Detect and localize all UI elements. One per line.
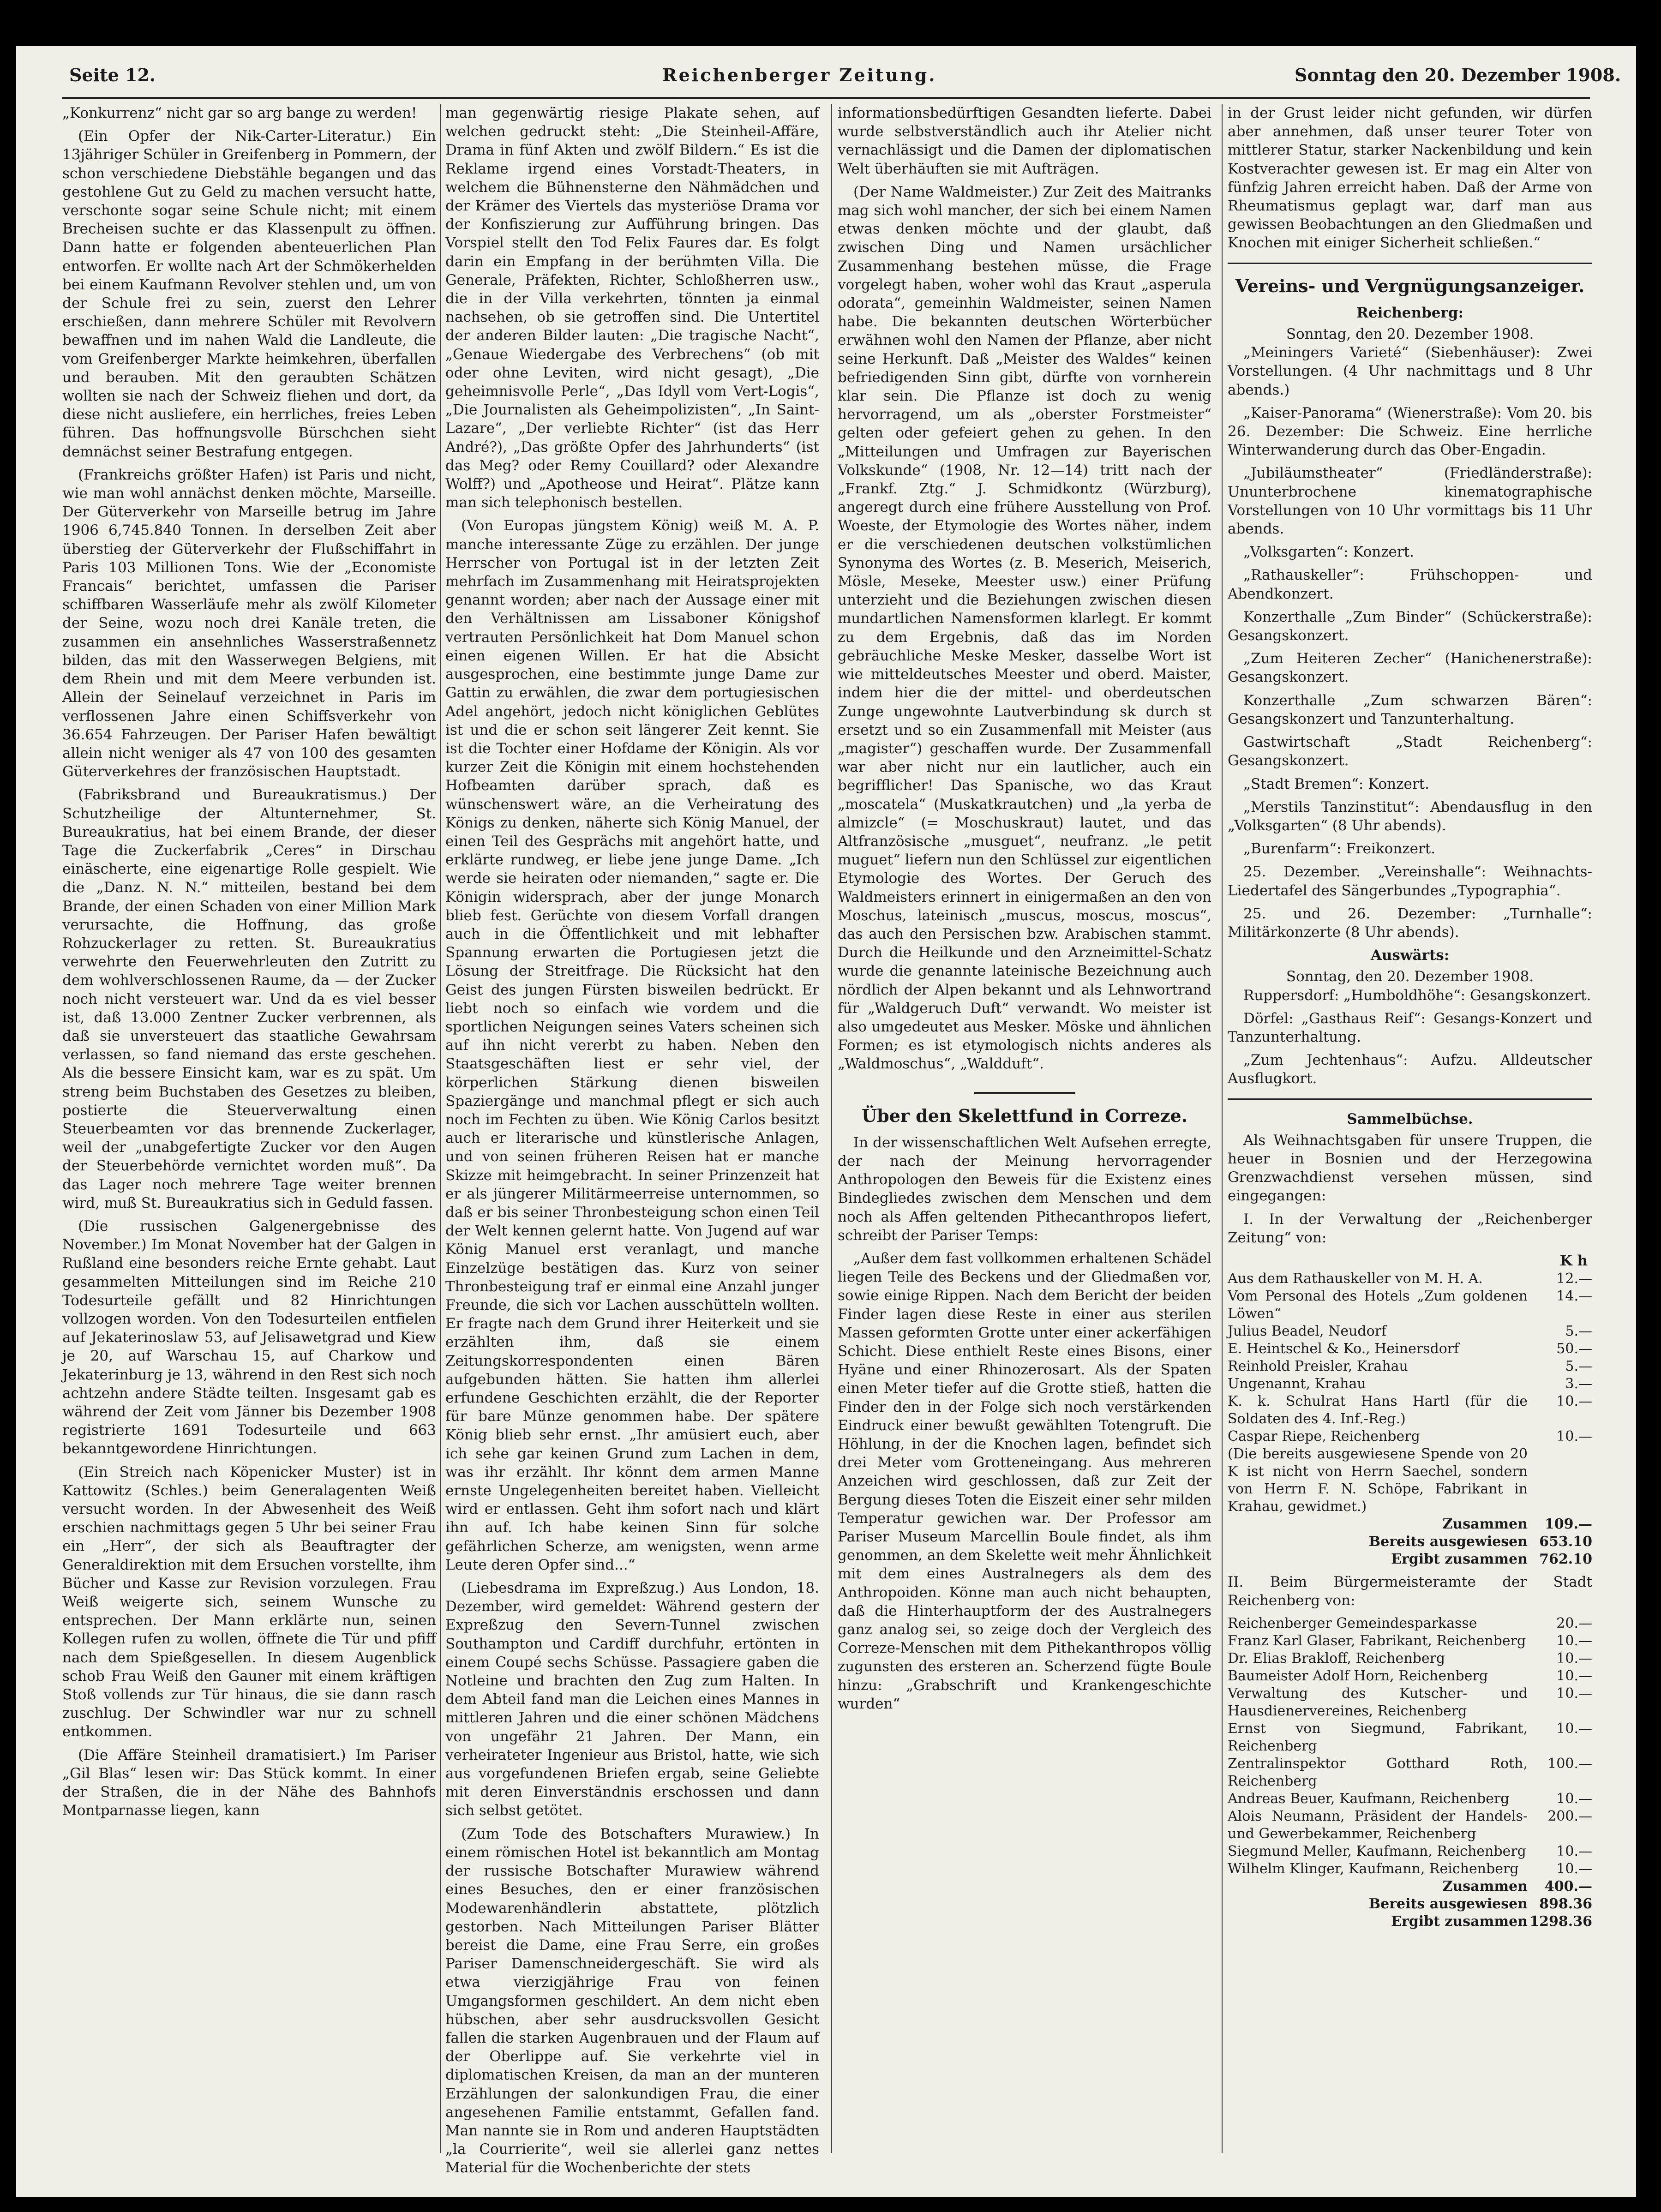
- donation-amount: 200.—: [1547, 1808, 1592, 1824]
- section-divider: [1228, 263, 1592, 264]
- page-header: [16, 46, 1636, 97]
- donation-amount: 3.—: [1565, 1376, 1592, 1392]
- donation-row: [1228, 1755, 1592, 1790]
- masthead: Reichenberger Zeitung.: [662, 65, 937, 85]
- donation-row: [1228, 1445, 1592, 1516]
- donation-row: [1228, 1685, 1592, 1720]
- listing-item: „Jubiläumstheater“ (Friedländerstraße): Ununterbrochene kinematographische Vorstellungen von 10 Uhr vormittags bis 11 Uhr abends.: [1228, 465, 1592, 538]
- donor-name: Zusammen: [1442, 1878, 1528, 1894]
- article-paragraph: Als Weihnachtsgaben für unsere Truppen, die heuer in Bosnien und der Herzegowina Grenzwachdienst versehen müssen, sind eingegangen:: [1228, 1132, 1592, 1205]
- currency-header: K h: [1559, 1252, 1588, 1269]
- donation-amount: 10.—: [1556, 1860, 1592, 1877]
- donor-name: Bereits ausgewiesen: [1368, 1534, 1528, 1550]
- donation-row: [1228, 1667, 1592, 1685]
- donation-amount: 10.—: [1556, 1790, 1592, 1807]
- listing-item: 25. Dezember. „Vereinshalle“: Weihnachts-Liedertafel des Sängerbundes „Typographia“.: [1228, 863, 1592, 899]
- article-paragraph: (Zum Tode des Botschafters Murawiew.) In einem römischen Hotel ist bekanntlich am Montag der russische Botschafter Murawiew während eines Besuches, den er einer französischen Modewarenhändlerin abstattete, plötzlich gestorben. Nach Mitteilungen Pariser Blätter bereist die Dame, eine Frau Serre, ein großes Pariser Damenschneidergeschäft. Sie wird als etwa vierzigjährige Frau von feinen Umgangsformen geschildert. An dem nicht eben hübschen, aber sehr ausdrucksvollen Gesicht fallen die starken Augenbrauen und der Flaum auf der Oberlippe auf. Sie verkehrte viel in diplomatischen Kreisen, da man an der munteren Erzählungen der salonkundigen Frau, die einer angesehenen Familie entstammt, Gefallen fand. Man nannte sie in Rom und anderen Hauptstädten „la Courrierite“, weil sie allerlei ganz nettes Material für die Wochenberichte der stets: [445, 1825, 819, 2176]
- article-paragraph: (Fabriksbrand und Bureaukratismus.) Der Schutzheilige der Altunternehmer, St. Bureaukratius, hat bei einem Brande, der dieser Tage die Zuckerfabrik „Ceres“ in Dirschau einäscherte, eine eigenartige Rolle gespielt. Wie die „Danz. N. N.“ mitteilen, bestand bei dem Brande, der einen Schaden von einer Million Mark verursachte, die Hoffnung, das große Rohzuckerlager zu retten. St. Bureaukratius verwehrte den Feuerwehrleuten den Zutritt zu dem wohlverschlossenen Raume, da — der Zucker noch nicht versteuert war. Und da es viel besser ist, daß 13.000 Zentner Zucker verbrennen, als daß sie unversteuert das staatliche Gewahrsam verlassen, so fand niemand das erste geschehen. Als die bessere Einsicht kam, war es zu spät. Um streng beim Buchstaben des Gesetzes zu bleiben, postierte die Steuerverwaltung einen Steuerbeamten vor das brennende Zuckerlager, weil der „unabgefertigte Zucker vor den Augen der Steuerbehörde vernichtet worden muß“. Da das Lager noch mehrere Tage weiter brennen wird, muß St. Bureaukratius sich in Geduld fassen.: [62, 786, 436, 1211]
- donation-amount: [1528, 1445, 1592, 1516]
- article-title: Über den Skelettfund in Correze.: [862, 1105, 1187, 1126]
- listing-item: „Stadt Bremen“: Konzert.: [1243, 775, 1429, 792]
- listing-item: „Burenfarm“: Freikonzert.: [1243, 840, 1436, 857]
- donation-amount: 100.—: [1547, 1755, 1592, 1772]
- listing-item: Dörfel: „Gasthaus Reif“: Gesangs-Konzert und Tanzunterhaltung.: [1228, 1010, 1592, 1045]
- listing-item: Konzerthalle „Zum Binder“ (Schückerstraße): Gesangskonzert.: [1228, 608, 1592, 644]
- donation-row: [1228, 1615, 1592, 1632]
- article-paragraph: (Die russischen Galgenergebnisse des November.) Im Monat November hat der Galgen in Rußland eine besonders reiche Ernte gehabt. Laut gesammelten Mitteilungen sind im Reiche 210 Todesurteile gefällt und 82 Hinrichtungen vollzogen worden. Von den Todesurteilen entfielen auf Jekaterinoslaw 53, auf Jelisawetgrad und Kiew je 20, auf Warschau 15, auf Charkow und Jekaterinburg je 13, während in den Rest sich noch achtzehn andere Städte teilten. Insgesamt gab es während der Zeit vom Jänner bis Dezember 1908 registrierte 1691 Todesurteile und 663 bekanntgewordene Hinrichtungen.: [62, 1217, 436, 1457]
- donation-amount: 12.—: [1556, 1271, 1592, 1287]
- article-paragraph: (Die Affäre Steinheil dramatisiert.) Im Pariser „Gil Blas“ lesen wir: Das Stück kommt. In einer der Straßen, die in der Nähe des Bahnhofs Montparnasse liegen, kann: [62, 1746, 436, 1819]
- page-number: Seite 12.: [69, 65, 156, 85]
- article-paragraph: „Außer dem fast vollkommen erhaltenen Schädel liegen Teile des Beckens und der Gliedmaßen vor, sowie einige Rippen. Nach dem Bericht der beiden Finder lagen diese Reste in einer aus sterilen Massen geformten Grotte unter einer ackerfähigen Schicht. Diese enthielt Reste eines Bisons, einer Hyäne und einer Rhinozerosart. Als der Spaten einen Meter tiefer auf die Grotte stieß, hatten die Finder den in der Folge sich noch verstärkenden Eindruck einer bewußt gewählten Totengruft. Die Höhlung, in der die Knochen lagen, befindet sich drei Meter vom Grotteneingang. Aus mehreren Anzeichen wird geschlossen, daß zur Zeit der Bergung dieses Toten die Eiszeit einer sehr milden Temperatur gewichen war. Der Professor am Pariser Museum Marcellin Boule findet, als ihm genommen, an dem Skelette weit mehr Ähnlichkeit mit dem eines Australnegers als dem des Anthropoiden. Könne man auch nicht behaupten, daß die Hinterhauptform der des Australnegers ganz analog sei, so zeige doch der Vergleich des Correze-Menschen mit dem Pithekanthropos völlig zugunsten des ersteren an. Scherzend fügte Boule hinzu: „Grabschrift und Krankengeschichte wurden“: [838, 1250, 1211, 1712]
- donation-amount: 898.36: [1539, 1895, 1592, 1912]
- section-date: Sonntag, den 20. Dezember 1908.: [1286, 968, 1534, 985]
- donor-name: Ergibt zusammen: [1391, 1913, 1528, 1930]
- donation-amount: 14.—: [1556, 1288, 1592, 1305]
- donor-name: Siegmund Meller, Kaufmann, Reichenberg: [1228, 1843, 1526, 1859]
- donor-name: Caspar Riepe, Reichenberg: [1228, 1428, 1420, 1445]
- donor-name: Reichenberger Gemeindesparkasse: [1228, 1615, 1477, 1631]
- donation-amount: 762.10: [1539, 1551, 1592, 1568]
- article-paragraph: in der Grust leider nicht gefunden, wir dürfen aber annehmen, daß unser teurer Toter von mittlerer Statur, starker Nackenbildung und kein Kostverachter gewesen ist. Er mag ein Alter von fünfzig Jahren erreicht haben. Daß der Arme von Rheumatismus geplagt war, darf man aus gewissen Beobachtungen an den Gliedmaßen und Knochen mit einiger Sicherheit schließen.“: [1228, 105, 1592, 252]
- column-divider: [440, 104, 441, 2153]
- donor-name: Andreas Beuer, Kaufmann, Reichenberg: [1228, 1790, 1510, 1807]
- column-1: [62, 104, 436, 2162]
- donation-table-1: [1228, 1270, 1592, 1568]
- column-2: [445, 104, 819, 2176]
- listing-item: Ruppersdorf: „Humboldhöhe“: Gesangskonzert.: [1243, 987, 1591, 1004]
- donation-row: [1228, 1428, 1592, 1445]
- donor-name: K. k. Schulrat Hans Hartl (für die Soldaten des 4. Inf.-Reg.): [1228, 1393, 1528, 1427]
- donation-row: [1228, 1808, 1592, 1843]
- section-title: Sammelbüchse.: [1347, 1110, 1473, 1127]
- list-heading: II. Beim Bürgermeisteramte der Stadt Reichenberg von:: [1228, 1574, 1592, 1609]
- donor-name: (Die bereits ausgewiesene Spende von 20 K ist nicht von Herrn Saechel, sondern von Herrn F. N. Schöpe, Fabrikant in Krahau, gewidmet.): [1228, 1446, 1528, 1515]
- donation-row: [1228, 1650, 1592, 1667]
- donor-name: Ungenannt, Krahau: [1228, 1376, 1366, 1392]
- article-paragraph: (Liebesdrama im Expreßzug.) Aus London, 18. Dezember, wird gemeldet: Während gestern der Expreßzug den Severn-Tunnel zwischen Southampton und Cardiff durchfuhr, ertönten in einem Coupé sechs Schüsse. Passagiere gaben die Notleine und brachten den Zug zum Halten. In dem Abteil fand man die Leichen eines Mannes in mittleren Jahren und die einer schönen Mädchens von ungefähr 21 Jahren. Der Mann, ein verheirateter Ingenieur aus Bristol, hatte, wie sich aus vorgefundenen Briefen ergab, seine Geliebte mit deren Einverständnis erschossen und dann sich selbst getötet.: [445, 1580, 819, 1819]
- article-paragraph: In der wissenschaftlichen Welt Aufsehen erregte, der nach der Meinung hervorragender Anthropologen den Beweis für die Existenz eines Bindegliedes zwischen dem Menschen und dem noch als Affen geltenden Pithecanthropos liefert, schreibt der Pariser Temps:: [838, 1134, 1211, 1244]
- donation-amount: 10.—: [1556, 1650, 1592, 1666]
- donor-name: E. Heintschel & Ko., Heinersdorf: [1228, 1341, 1459, 1357]
- donor-name: Franz Karl Glaser, Fabrikant, Reichenberg: [1228, 1632, 1526, 1649]
- listing-item: „Volksgarten“: Konzert.: [1243, 544, 1415, 561]
- donation-amount: 109.—: [1544, 1516, 1592, 1533]
- donation-row: [1228, 1323, 1592, 1340]
- donor-name: Reinhold Preisler, Krahau: [1228, 1358, 1408, 1375]
- donor-name: Aus dem Rathauskeller von M. H. A.: [1228, 1271, 1483, 1287]
- donation-row: [1228, 1288, 1592, 1323]
- donation-amount: 10.—: [1556, 1632, 1592, 1649]
- donor-name: Julius Beadel, Neudorf: [1228, 1323, 1387, 1340]
- section-subtitle: Reichenberg:: [1356, 304, 1463, 321]
- header-rule: [62, 97, 1590, 99]
- column-divider: [1222, 104, 1223, 2153]
- sum-row: [1228, 1878, 1592, 1895]
- donation-row: [1228, 1843, 1592, 1860]
- listing-item: 25. und 26. Dezember: „Turnhalle“: Militärkonzerte (8 Uhr abends).: [1228, 905, 1592, 941]
- section-date: Sonntag, den 20. Dezember 1908.: [1286, 326, 1534, 343]
- section-divider: [1228, 1098, 1592, 1100]
- list-heading: I. In der Verwaltung der „Reichenberger Zeitung“ von:: [1228, 1211, 1592, 1246]
- donor-name: Zusammen: [1442, 1516, 1528, 1533]
- article-paragraph: (Der Name Waldmeister.) Zur Zeit des Maitranks mag sich wohl mancher, der sich bei einem Namen etwas denken möchte und der glaubt, daß zwischen Ding und Namen ursächlicher Zusammenhang bestehen müsse, die Frage vorgelegt haben, woher wohl das Kraut „asperula odorata“, gemeinhin Waldmeister, seinen Namen habe. Die bekannten deutschen Wörterbücher erwähnen wohl den Namen der Pflanze, aber nicht seine Herkunft. Daß „Meister des Waldes“ keinen befriedigenden Sinn gibt, dürfte von vornherein klar sein. Die Pflanze ist doch zu wenig hervorragend, um als „oberster Forstmeister“ gelten oder gefeiert gehen zu gehen. In den „Mitteilungen und Umfragen zur Bayerischen Volkskunde“ (1908, Nr. 12—14) tritt nach der „Frankf. Ztg.“ J. Schmidkontz (Würzburg), angeregt durch eine frühere Ausstellung von Prof. Woeste, der Etymologie des Wortes näher, indem er die verschiedenen deutschen volkstümlichen Synonyma des Wortes (z. B. Meserich, Meiserich, Mösle, Meseke, Meester usw.) einer Prüfung unterzieht und die Beziehungen zwischen diesen mundartlichen Namensformen klarlegt. Er kommt zu dem Ergebnis, daß das im Norden gebräuchliche Meske Mesker, dasselbe Wort ist wie mitteldeutsches Meester und oberd. Maister, indem hier die der mittel- und oberdeutschen Zunge ungewohnte Lautverbindung sk durch st ersetzt und so ein Zusammenfall mit Meister (aus „magister“) geschaffen wurde. Der Zusammenfall war aber nicht nur ein lautlicher, auch ein begrifflicher! Das Spanische, wo das Kraut „moscatela“ (Muskatkrautchen) und „la yerba de almizcle“ (= Moschuskraut) lautet, und das Altfranzösische „musguet“, neufranz. „le petit muguet“ liefern nun den Schlüssel zur eigentlichen Etymologie des Wortes. Der Geruch des Waldmeisters erinnert in einigermaßen an den von Moschus, lateinisch „muscus, moscus, moscus“, das auch den Persischen bzw. Arabischen stammt. Durch die Heilkunde und den Arzneimittel-Schatz wurde die genannte lateinische Bezeichnung auch nördlich der Alpen bekannt und als Lehnwortrand für „Waldgeruch Duft“ verwandt. Wo meister ist also umgedeutet aus Mesker. Möske und ähnlichen Formen; es ist etymologisch nichts anderes als „Waldmoschus“, „Waldduft“.: [838, 183, 1211, 1073]
- newspaper-page: [16, 46, 1636, 2197]
- donation-row: [1228, 1340, 1592, 1358]
- donation-row: [1228, 1632, 1592, 1650]
- donor-name: Baumeister Adolf Horn, Reichenberg: [1228, 1667, 1488, 1684]
- donor-name: Wilhelm Klinger, Kaufmann, Reichenberg: [1228, 1860, 1519, 1877]
- sum-row: [1228, 1516, 1592, 1533]
- sum-row: [1228, 1895, 1592, 1913]
- donation-amount: 653.10: [1539, 1534, 1592, 1550]
- donation-amount: 10.—: [1556, 1428, 1592, 1445]
- listing-item: „Merstils Tanzinstitut“: Abendausflug in den „Volksgarten“ (8 Uhr abends).: [1228, 798, 1592, 834]
- donation-row: [1228, 1720, 1592, 1755]
- listing-item: Konzerthalle „Zum schwarzen Bären“: Gesangskonzert und Tanzunterhaltung.: [1228, 692, 1592, 727]
- donation-row: [1228, 1358, 1592, 1375]
- donation-row: [1228, 1860, 1592, 1878]
- donation-amount: 1298.36: [1529, 1913, 1592, 1930]
- donation-amount: 5.—: [1565, 1358, 1592, 1375]
- listing-item: „Zum Jechtenhaus“: Aufzu. Alldeutscher Ausflugkort.: [1228, 1052, 1592, 1087]
- donation-amount: 400.—: [1544, 1878, 1592, 1894]
- article-paragraph: informationsbedürftigen Gesandten lieferte. Dabei wurde selbstverständlich auch ihr Atelier nicht vernachlässigt und die Damen der diplomatischen Welt überhäuften sie mit Aufträgen.: [838, 105, 1211, 177]
- column-divider: [831, 104, 832, 2153]
- article-paragraph: (Ein Opfer der Nik-Carter-Literatur.) Ein 13jähriger Schüler in Greifenberg in Pommern, der schon verschiedene Diebstähle begangen und das gestohlene Gut zu Geld zu machen versucht hatte, verschonte sogar seine Schule nicht; mit einem Brecheisen suchte er das Klassenpult zu öffnen. Dann hatte er folgenden abenteuerlichen Plan entworfen. Er wollte nach Art der Schmökerhelden bei einem Kaufmann Revolver stehlen und, um von der Schule frei zu sein, zuerst den Lehrer erschießen, dann mehrere Schüler mit Revolvern bewaffnen und im nahen Wald die Landleute, die vom Greifenberger Markte heimkehren, überfallen und berauben. Mit den geraubten Schätzen wollten sie nach der Schweiz fliehen und dort, da diese nicht ausliefere, ein herrliches, freies Leben führen. Das hoffnungsvolle Bürschchen sieht demnächst seiner Bestrafung entgegen.: [62, 128, 436, 460]
- donation-amount: 10.—: [1556, 1720, 1592, 1737]
- article-paragraph: (Von Europas jüngstem König) weiß M. A. P. manche interessante Züge zu erzählen. Der junge Herrscher von Portugal ist in der letzten Zeit mehrfach im Zusammenhang mit Heiratsprojekten genannt worden; aber nach der Aussage einer mit den Verhältnissen am Lissaboner Königshof vertrauten Persönlichkeit hat Dom Manuel schon einen eigenen Willen. Er hat die Absicht ausgesprochen, eine bestimmte junge Dame zur Gattin zu erwählen, die zwar dem portugiesischen Adel angehört, jedoch nicht königlichen Geblütes ist und die er schon seit längerer Zeit kennt. Sie ist die Tochter einer Hofdame der Königin. Als vor kurzer Zeit die Königin mit einem hochstehenden Hofbeamten darüber sprach, daß es wünschenswert wäre, an die Verheiratung des Königs zu denken, näherte sich König Manuel, der einen Teil des Gesprächs mit angehört hatte, und erklärte rundweg, er liebe jene junge Dame. „Ich werde sie heiraten oder niemanden,“ sagte er. Die Königin widersprach, aber der junge Monarch blieb fest. Gerüchte von diesem Vorfall drangen auch in die Öffentlichkeit und mit lebhafter Spannung erwarten die Portugiesen jetzt die Lösung der Streitfrage. Die Rücksicht hat den Geist des jungen Fürsten bisweilen bedrückt. Er liebt noch so einfach wie vordem und die sportlichen Neigungen seines Vaters scheinen sich auf ihn nicht vererbt zu haben. Neben den Staatsgeschäften liest er sehr viel, der körperlichen Stärkung dienen bisweilen Spaziergänge und manchmal pflegt er sich auch noch im Fechten zu üben. Wie König Carlos besitzt auch er literarische und künstlerische Anlagen, und von seinen früheren Reisen hat er manche Skizze mit heimgebracht. In seiner Prinzenzeit hat er als jüngerer Militärmeerreise unternommen, so daß er bis seiner Thronbesteigung schon einen Teil der Welt kennen gelernt hatte. Von Jugend auf war König Manuel erst veranlagt, und manche Einzelzüge bestätigen das. Kurz von seiner Thronbesteigung traf er einmal eine Anzahl junger Freunde, die sich vor Lachen ausschütteln wollten. Er fragte nach dem Grund ihrer Heiterkeit und sie erzählten ihm, daß sie einem Zeitungskorrespondenten einen Bären aufgebunden hätten. Sie hatten ihm allerlei erfundene Geschichten erzählt, die der Reporter für bare Münze genommen habe. Der spätere König blieb sehr ernst. „Ihr amüsiert euch, aber ich sehe gar keinen Grund zum Lachen in dem, was ihr erzählt. Ihr könnt dem armen Manne ernste Ungelegenheiten bereitet haben. Vielleicht wird er entlassen. Geht ihm sofort nach und klärt ihn auf. Ich habe keinen Sinn für solche gefährlichen Scherze, am wenigsten, wenn arme Leute deren Opfer sind...“: [445, 517, 819, 1573]
- article-paragraph: (Frankreichs größter Hafen) ist Paris und nicht, wie man wohl annächst denken möchte, Marseille. Der Güterverkehr von Marseille betrug im Jahre 1906 6,745.840 Tonnen. In derselben Zeit aber überstieg der Güterverkehr der Flußschiffahrt in Paris 103 Millionen Tons. Wie der „Economiste Francais“ berichtet, umfassen die Pariser schiffbaren Wasserläufe mehr als zwölf Kilometer der Seine, wozu noch drei Kanäle treten, die zusammen ein ansehnliches Wasserstraßennetz bilden, das mit den Wasserwegen Belgiens, mit dem Rhein und mit dem Meere verbunden ist. Allein der Seinelauf verzeichnet in Paris im verflossenen Jahre einen Schiffsverkehr von 36.654 Fahrzeugen. Der Pariser Hafen bewältigt allein nicht weniger als 47 von 100 des gesamten Güterverkehres der französischen Hauptstadt.: [62, 466, 436, 780]
- section-subtitle: Auswärts:: [1370, 947, 1450, 964]
- donation-amount: 10.—: [1556, 1685, 1592, 1702]
- donation-amount: 10.—: [1556, 1393, 1592, 1410]
- donation-amount: 10.—: [1556, 1843, 1592, 1859]
- section-divider: [974, 1092, 1075, 1094]
- donor-name: Bereits ausgewiesen: [1368, 1895, 1528, 1912]
- donation-row: [1228, 1270, 1592, 1288]
- donation-amount: 50.—: [1556, 1341, 1592, 1357]
- column-4: [1228, 104, 1592, 2162]
- article-paragraph: „Konkurrenz“ nicht gar so arg bange zu werden!: [62, 105, 417, 121]
- donation-row: [1228, 1790, 1592, 1808]
- article-paragraph: (Ein Streich nach Köpenicker Muster) ist in Kattowitz (Schles.) beim Generalagenten Weiß versucht worden. In der Abwesenheit des Weiß erschien nachmittags gegen 5 Uhr bei seiner Frau ein „Herr“, der sich als Beauftragter der Generaldirektion mit dem Ersuchen vorstellte, ihm Bücher und Kasse zur Revision vorzulegen. Frau Weiß weigerte sich, seinem Wunsche zu entsprechen. Der Mann erklärte nun, seinen Kollegen rufen zu wollen, öffnete die Tür und pfiff nach dem Spießgesellen. In diesem Augenblick schob Frau Weiß den Gauner mit einem kräftigen Stoß vollends zur Tür hinaus, die sie dann rasch zuschlug. Der Schwindler war nur zu schnell entkommen.: [62, 1463, 436, 1740]
- listing-item: Gastwirtschaft „Stadt Reichenberg“: Gesangskonzert.: [1228, 734, 1592, 769]
- donor-name: Ergibt zusammen: [1391, 1551, 1528, 1568]
- section-title: Vereins- und Vergnügungsanzeiger.: [1235, 275, 1585, 296]
- donor-name: Ernst von Siegmund, Fabrikant, Reichenberg: [1228, 1720, 1528, 1754]
- donation-row: [1228, 1375, 1592, 1393]
- sum-row: [1228, 1913, 1592, 1930]
- donor-name: Verwaltung des Kutscher- und Hausdienervereines, Reichenberg: [1228, 1685, 1528, 1719]
- listing-item: „Zum Heiteren Zecher“ (Hanichenerstraße): Gesangskonzert.: [1228, 650, 1592, 686]
- sum-row: [1228, 1551, 1592, 1568]
- issue-date: Sonntag den 20. Dezember 1908.: [1295, 65, 1621, 85]
- sum-row: [1228, 1533, 1592, 1551]
- donor-name: Vom Personal des Hotels „Zum goldenen Löwen“: [1228, 1288, 1528, 1322]
- donor-name: Dr. Elias Brakloff, Reichenberg: [1228, 1650, 1445, 1666]
- donation-amount: 10.—: [1556, 1667, 1592, 1684]
- article-paragraph: man gegenwärtig riesige Plakate sehen, auf welchen gedruckt steht: „Die Steinheil-Affäre, Drama in fünf Akten und zwölf Bildern.“ Es ist die Reklame irgend eines Vorstadt-Theaters, in welchem die Bühnensterne den Nähmädchen und der Krämer des Viertels das mysteriöse Drama vor der Konfiszierung zur Aufführung bringen. Das Vorspiel stellt den Tod Felix Faures dar. Es folgt darin ein Empfang in der berühmten Villa. Die Generale, Präfekten, Richter, Schloßherren usw., die in der Villa verkehrten, tönnten ja einmal nachsehen, ob sie getroffen sind. Die Untertitel der anderen Bilder lauten: „Die tragische Nacht“, „Genaue Wiedergabe des Verbrechens“ (ob mit oder ohne Leviten, wird nicht gesagt), „Die geheimnisvolle Perle“, „Das Idyll vom Vert-Logis“, „Die Journalisten als Geheimpolizisten“, „In Saint-Lazare“, „Der verliebte Richter“ (ist das Herr André?), „Das größte Opfer des Jahrhunderts“ (ist das Meg? oder Remy Couillard? oder Alexandre Wolff?) und „Apotheose und Heirat“. Plätze kann man sich telephonisch bestellen.: [445, 105, 819, 511]
- listing-item: „Rathauskeller“: Frühschoppen- und Abendkonzert.: [1228, 567, 1592, 602]
- donation-row: [1228, 1393, 1592, 1428]
- donation-amount: 20.—: [1556, 1615, 1592, 1631]
- listing-item: „Kaiser-Panorama“ (Wienerstraße): Vom 20. bis 26. Dezember: Die Schweiz. Eine herrliche Winterwanderung durch das Ober-Engadin.: [1228, 404, 1592, 459]
- column-3: [838, 104, 1211, 2162]
- donor-name: Alois Neumann, Präsident der Handels- und Gewerbekammer, Reichenberg: [1228, 1808, 1528, 1842]
- donation-table-2: [1228, 1615, 1592, 1930]
- donor-name: Zentralinspektor Gotthard Roth, Reichenberg: [1228, 1755, 1528, 1789]
- donation-amount: 5.—: [1565, 1323, 1592, 1340]
- listing-item: „Meiningers Varieté“ (Siebenhäuser): Zwei Vorstellungen. (4 Uhr nachmittags und 8 Uhr abends.): [1228, 344, 1592, 398]
